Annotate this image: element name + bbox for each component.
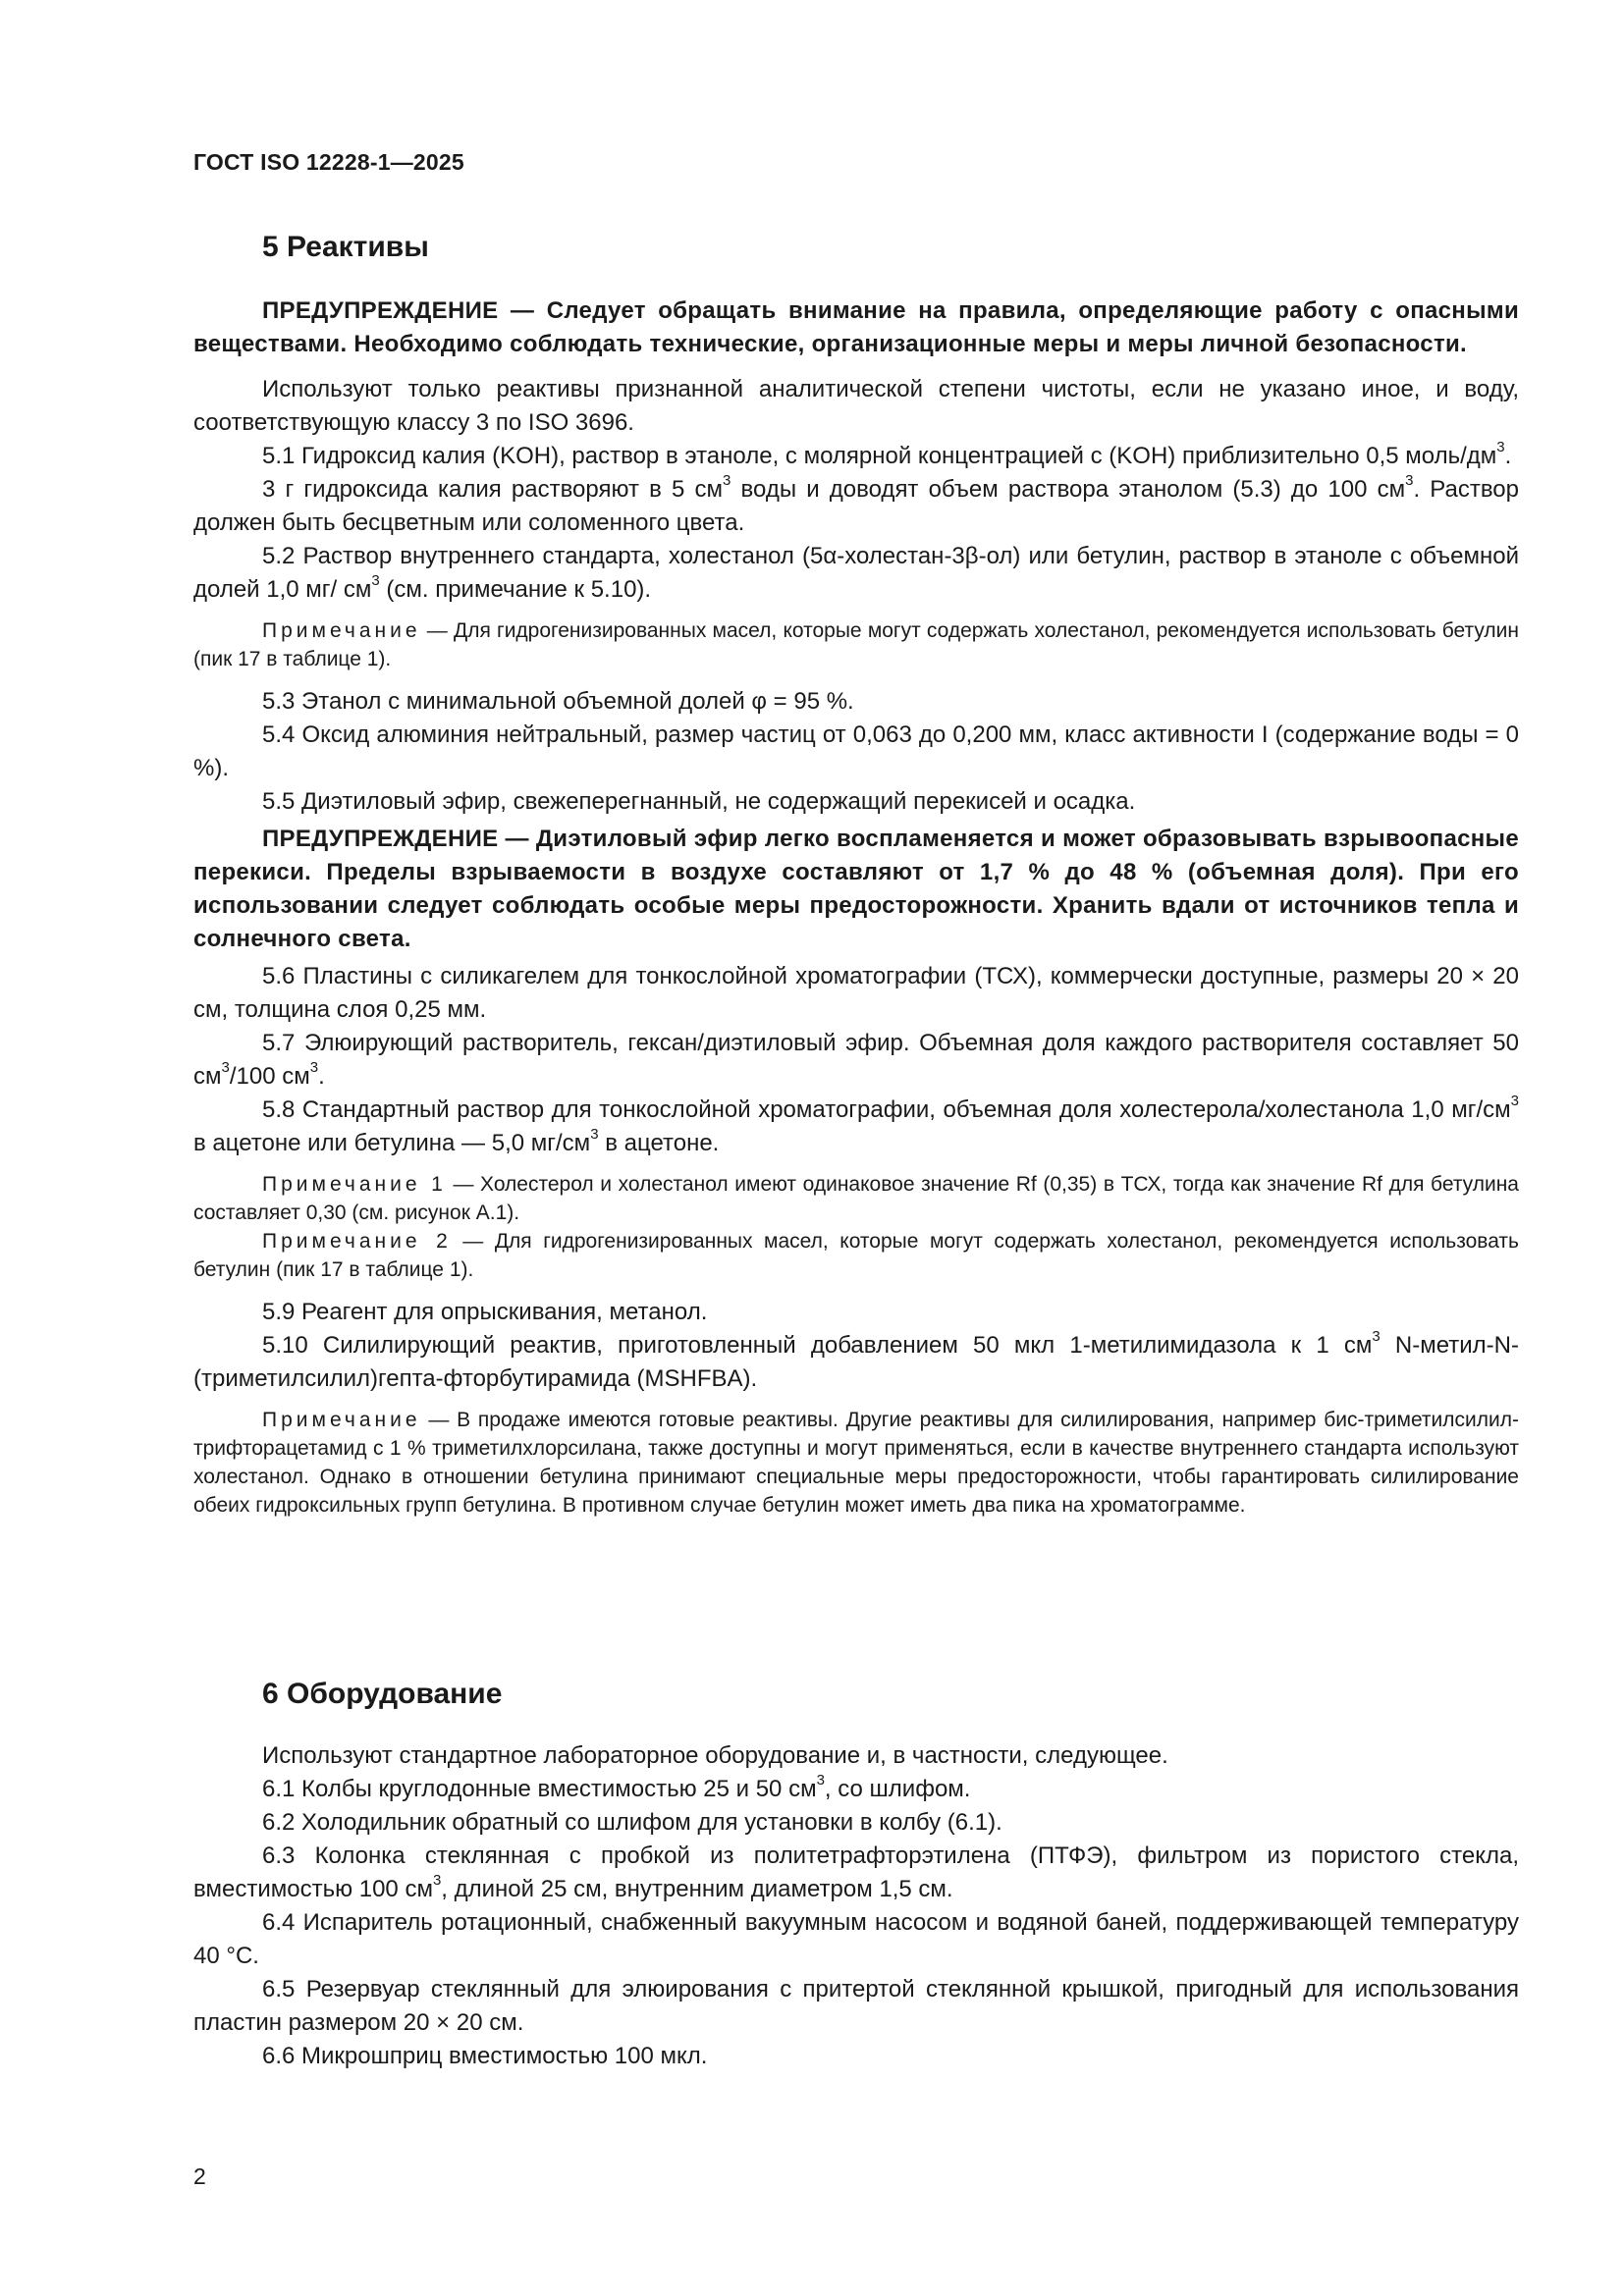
note-2-5-8: Примечание 2 — Для гидрогенизированных масел, которые могут содержать холестанол, рекомендуется использовать бетулин (пик 17 в таблице 1). (193, 1230, 1519, 1281)
clause-5-7: 5.7 Элюирующий растворитель, гексан/диэтиловый эфир. Объемная доля каждого растворителя составляет 50 $см^3/100$ $см^3$. (193, 1030, 1519, 1090)
clause-6-4: 6.4 Испаритель ротационный, снабженный вакуумным насосом и водяной баней, поддерживающей температуру 40 °С. (193, 1909, 1519, 1969)
clause-5-5: 5.5 Диэтиловый эфир, свежеперегнанный, не содержащий перекисей и осадка. (262, 788, 1136, 815)
section-5-body (193, 294, 1519, 1520)
clause-6-1: 6.1 Колбы круглодонные вместимостью 25 и 50 $см^3$, со шлифом. (262, 1772, 971, 1802)
clause-5-3: 5.3 Этанол с минимальной объемной долей φ = 95 %. (262, 688, 854, 715)
section-6-body (193, 1739, 1519, 2073)
clause-6-6: 6.6 Микрошприц вместимостью 100 мкл. (262, 2043, 708, 2069)
clause-5-2: 5.2 Раствор внутреннего стандарта, холестанол (5α-холестан-3β-ол) или бетулин, раствор в этаноле с объемной долей 1,0 мг/ $см^3$ (см. примечание к 5.10). (193, 543, 1519, 603)
clause-6-3: 6.3 Колонка стеклянная с пробкой из политетрафторэтилена (ПТФЭ), фильтром из пористого стекла, вместимостью 100 $см^3$, длиной 25 см, внутренним диаметром 1,5 см. (193, 1842, 1519, 1902)
clause-5-6: 5.6 Пластины с силикагелем для тонкослойной хроматографии (ТСХ), коммерчески доступные, размеры 20 × 20 см, толщина слоя 0,25 мм. (193, 963, 1519, 1023)
note-label: Примечание 2 (262, 1230, 452, 1253)
clause-5-1-preparation: 3 г гидроксида калия растворяют в 5 $см^3$ воды и доводят объем раствора этанолом (5.3) до 100 $см^3$. Раствор должен быть бесцветным или соломенного цвета. (193, 472, 1520, 536)
clause-5-9: 5.9 Реагент для опрыскивания, метанол. (262, 1299, 708, 1325)
note-label: Примечание 1 (262, 1173, 447, 1196)
section-6 (193, 1675, 1519, 1714)
warning-hazardous-substances: ПРЕДУПРЕЖДЕНИЕ — Следует обращать внимание на правила, определяющие работу с опасными веществами. Необходимо соблюдать технические, организационные меры и меры личной безопасности. (193, 297, 1519, 357)
clause-5-8: 5.8 Стандартный раствор для тонкослойной хроматографии, объемная доля холестерола/холестанола 1,0 $мг/см^3$ в ацетоне или бетулина — 5,0 $мг/см^3$ в ацетоне. (193, 1093, 1519, 1156)
clause-5-4: 5.4 Оксид алюминия нейтральный, размер частиц от 0,063 до 0,200 мм, класс активности I (содержание воды = 0 %). (193, 721, 1519, 781)
note-1-5-8: Примечание 1 — Холестерол и холестанол имеют одинаковое значение Rf (0,35) в ТСХ, тогда как значение Rf для бетулина составляет 0,30 (см. рисунок А.1). (193, 1173, 1519, 1224)
document-header: ГОСТ ISO 12228-1—2025 (193, 149, 464, 175)
clause-6-5: 6.5 Резервуар стеклянный для элюирования с притертой стеклянной крышкой, пригодный для использования пластин размером 20 × 20 см. (193, 1976, 1519, 2036)
reagents-intro: Используют только реактивы признанной аналитической степени чистоты, если не указано иное, и воду, соответствующую классу 3 по ISO 3696. (193, 376, 1519, 436)
warning-diethyl-ether: ПРЕДУПРЕЖДЕНИЕ — Диэтиловый эфир легко воспламеняется и может образовывать взрывоопасные перекиси. Пределы взрываемости в воздухе составляют от 1,7 % до 48 % (объемная доля). При его использовании следует соблюдать особые меры предосторожности. Хранить вдали от источников тепла и солнечного света. (193, 826, 1519, 952)
section-6-title: 6 Оборудование (262, 1678, 503, 1710)
note-5-10: Примечание — В продаже имеются готовые реактивы. Другие реактивы для силилирования, например бис-триметилсилил-трифторацетамид с 1 % триметилхлорсилана, также доступны и могут применяться, если в качестве внутреннего стандарта используют холестанол. Однако в отношении бетулина принимают специальные меры предосторожности, чтобы гарантировать силилирование обеих гидроксильных групп бетулина. В противном случае бетулин может иметь два пика на хроматограмме. (193, 1409, 1519, 1517)
section-5 (193, 228, 1519, 267)
equipment-intro: Используют стандартное лабораторное оборудование и, в частности, следующее. (262, 1742, 1168, 1769)
page-number: 2 (193, 2163, 206, 2189)
section-5-title: 5 Реактивы (262, 231, 429, 263)
note-label: Примечание (262, 1409, 421, 1431)
clause-6-2: 6.2 Холодильник обратный со шлифом для установки в колбу (6.1). (262, 1809, 1002, 1836)
clause-5-10: 5.10 Силилирующий реактив, приготовленный добавлением 50 мкл 1-метилимидазола к 1 $см^3$ N-метил-N-(триметилсилил)гепта-фторбутирамида (MSHFBA). (193, 1328, 1519, 1392)
note-5-2: Примечание — Для гидрогенизированных масел, которые могут содержать холестанол, рекомендуется использовать бетулин (пик 17 в таблице 1). (193, 619, 1519, 670)
clause-5-1: 5.1 Гидроксид калия (KOH), раствор в этаноле, с молярной концентрацией с (KOH) приблизительно 0,5 моль/$дм^3$. (262, 439, 1512, 469)
note-label: Примечание (262, 619, 421, 642)
